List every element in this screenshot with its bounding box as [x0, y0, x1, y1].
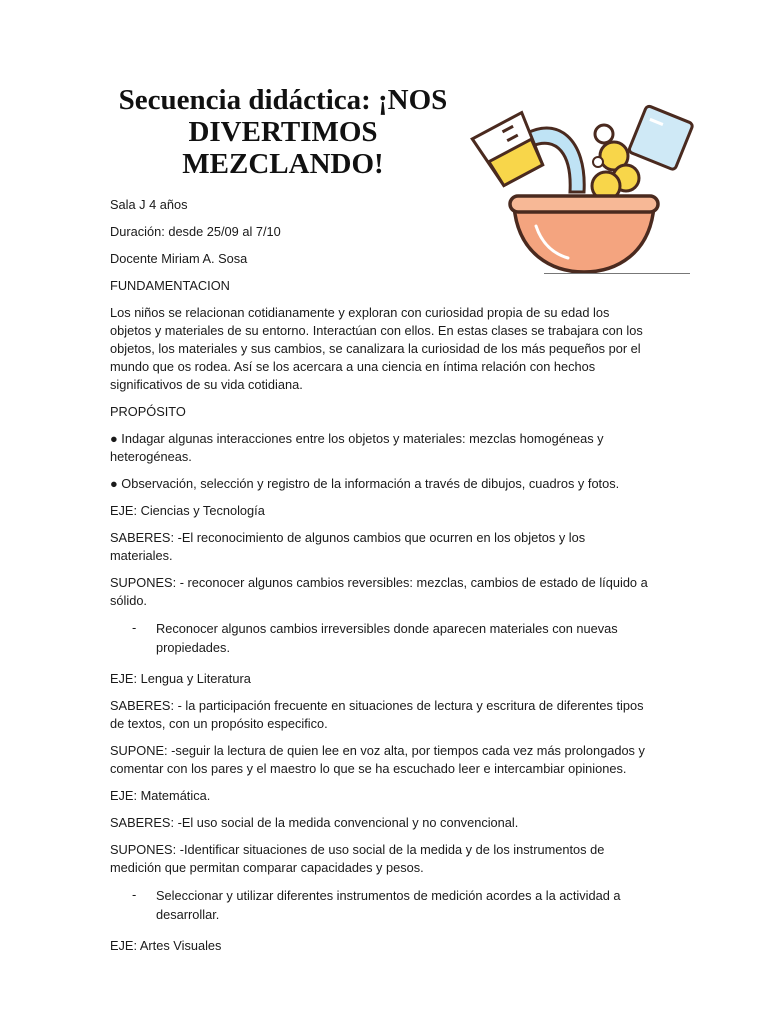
saberes-line: SABERES: - la participación frecuente en situaciones de lectura y escritura de diferentes tipos de textos, con un propósito especifico.: [110, 698, 644, 731]
proposito-heading: PROPÓSITO: [110, 404, 186, 419]
fundamentacion-paragraph: Los niños se relacionan cotidianamente y exploran con curiosidad propia de su edad los objetos y materiales de su entorno. Interactúan con ellos. En estas clases se trabajara con los objetos, los materiales y sus cambios, se canalizara la curiosidad de los más pequeños por el mundo que os rodea. Así se los acercara a una ciencia en íntima relación con hechos significativos de su vida cotidiana.: [110, 305, 643, 392]
dash-list-item: [110, 619, 650, 657]
document-title: Secuencia didáctica: ¡NOS DIVERTIMOS MEZCLANDO!: [118, 84, 448, 180]
eje-heading: EJE: Matemática.: [110, 788, 211, 803]
duracion-line: Duración: desde 25/09 al 7/10: [110, 224, 281, 239]
proposito-item: ● Observación, selección y registro de la información a través de dibujos, cuadros y fotos.: [110, 476, 620, 491]
dash-list-item: [110, 886, 650, 924]
supone-line: SUPONE: -seguir la lectura de quien lee en voz alta, por tiempos cada vez más prolongados y comentar con los pares y el maestro lo que se ha escuchado leer e intercambiar opiniones.: [110, 743, 645, 776]
cube-icon: [628, 105, 693, 170]
dash-marker: -: [132, 620, 137, 635]
dash-list-text: Reconocer algunos cambios irreversibles donde aparecen materiales con nuevas propiedades.: [156, 621, 618, 655]
foam-icon: [592, 125, 639, 200]
docente-line: Docente Miriam A. Sosa: [110, 251, 248, 266]
eje-heading: EJE: Ciencias y Tecnología: [110, 503, 265, 518]
eje-heading: EJE: Lengua y Literatura: [110, 671, 251, 686]
saberes-line: SABERES: -El uso social de la medida convencional y no convencional.: [110, 815, 519, 830]
eje-heading: EJE: Artes Visuales: [110, 938, 222, 953]
document-body: [110, 196, 650, 964]
proposito-item: ● Indagar algunas interacciones entre los objetos y materiales: mezclas homogéneas y heterogéneas.: [110, 431, 604, 464]
supones-line: SUPONES: - reconocer algunos cambios reversibles: mezclas, cambios de estado de líquido a sólido.: [110, 575, 648, 608]
measuring-cup-icon: [472, 113, 548, 189]
sala-line: Sala J 4 años: [110, 197, 188, 212]
supones-line: SUPONES: -Identificar situaciones de uso social de la medida y de los instrumentos de medición que permitan comparar capacidades y pesos.: [110, 842, 605, 875]
dash-list-text: Seleccionar y utilizar diferentes instrumentos de medición acordes a la actividad a desarrollar.: [156, 888, 621, 922]
saberes-line: SABERES: -El reconocimiento de algunos cambios que ocurren en los objetos y los materiales.: [110, 530, 586, 563]
fundamentacion-heading: FUNDAMENTACION: [110, 278, 230, 293]
dash-marker: -: [132, 887, 137, 902]
